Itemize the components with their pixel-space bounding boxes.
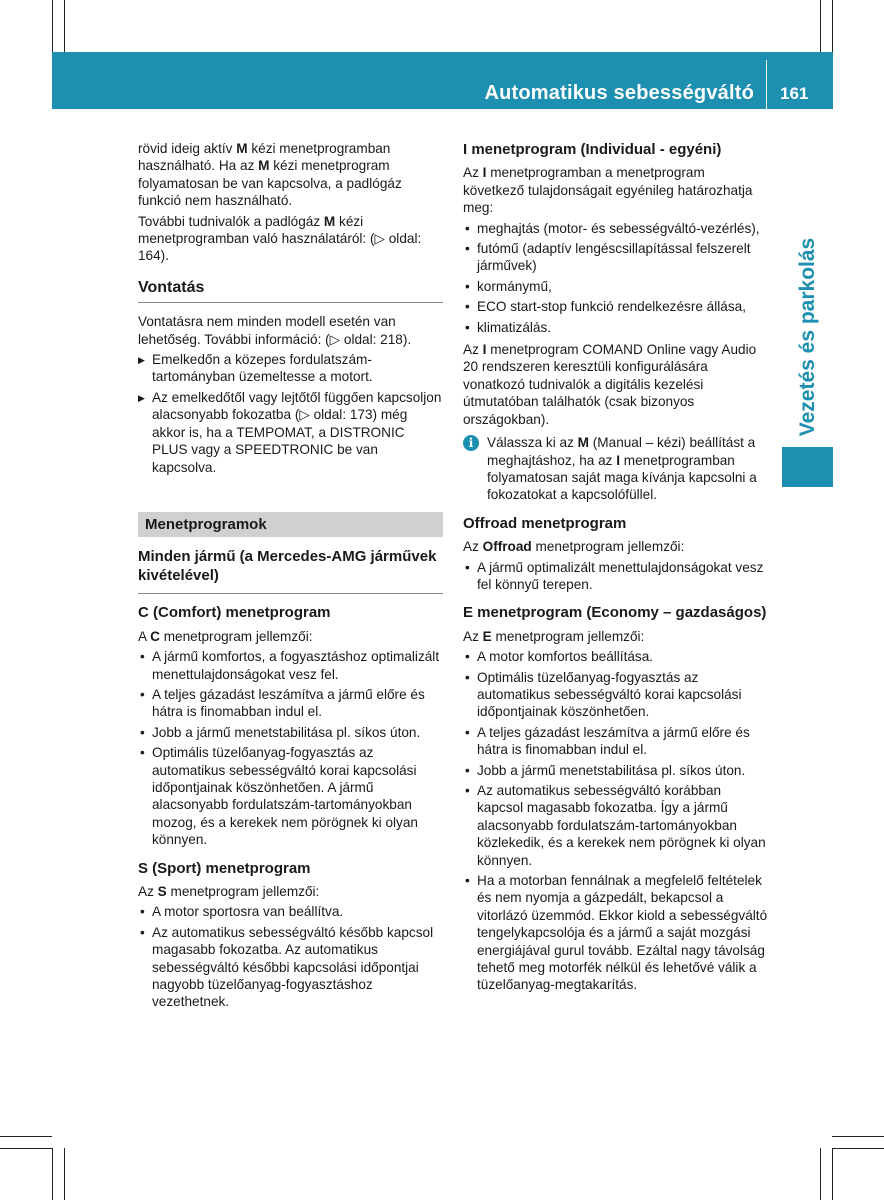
crop-mark xyxy=(64,1148,65,1200)
list-item: • A teljes gázadást leszámítva a jármű előre és hátra is finomabban indul el. xyxy=(463,724,769,759)
paragraph: A C menetprogram jellemzői: xyxy=(138,628,313,644)
bullet-list xyxy=(138,903,443,1010)
program-heading: S (Sport) menetprogram xyxy=(138,859,311,877)
shaded-section-heading: Menetprogramok xyxy=(138,512,443,537)
crop-mark xyxy=(820,0,821,52)
crop-mark xyxy=(832,1136,884,1137)
paragraph: További tudnivalók a padlógáz M kézi menetprogramban való használatáról: (▷ oldal: 164). xyxy=(138,213,422,264)
subsection-heading: Minden jármű (a Mercedes-AMG járművek kivételével) xyxy=(138,548,437,585)
list-item: ▶ Az emelkedőtől vagy lejtőtől függően kapcsoljon alacsonyabb fokozatba (▷ oldal: 173) még akkor is, ha a TEMPOMAT, a DISTRONIC PLUS vagy a SPEEDTRONIC be van kapcsolva. xyxy=(138,389,443,476)
list-item: • futómű (adaptív lengéscsillapítással felszerelt járművek) xyxy=(463,240,769,275)
info-icon: i xyxy=(463,435,479,451)
bullet-list xyxy=(138,648,443,848)
list-item: ▶ Emelkedőn a közepes fordulatszám-tartományban üzemeltesse a motort. xyxy=(138,351,443,386)
bullet-list xyxy=(463,648,769,994)
crop-mark xyxy=(52,0,53,52)
program-heading: Offroad menetprogram xyxy=(463,514,627,532)
paragraph: rövid ideig aktív M kézi menetprogramban használható. Ha az M kézi menetprogram folyamatosan be van kapcsolva, a padlógáz funkció nem használható. xyxy=(138,141,402,209)
paragraph: Az Offroad menetprogram jellemzői: xyxy=(463,539,685,555)
section-heading: Vontatás xyxy=(138,278,205,296)
crop-mark xyxy=(832,1148,833,1200)
crop-mark xyxy=(832,0,833,52)
paragraph: Vontatásra nem minden modell esetén van lehetőség. További információ: (▷ oldal: 218). xyxy=(138,314,412,347)
list-item: • klimatizálás. xyxy=(463,319,769,336)
list-item: • Jobb a jármű menetstabilitása pl. síkos úton. xyxy=(463,762,769,779)
list-item: • A jármű optimalizált menettulajdonságokat vesz fel könnyű terepen. xyxy=(463,559,769,594)
list-item: • meghajtás (motor- és sebességváltó-vezérlés), xyxy=(463,220,769,237)
list-item: • kormánymű, xyxy=(463,278,769,295)
crop-mark xyxy=(0,1136,52,1137)
list-item: • Optimális tüzelőanyag-fogyasztás az automatikus sebességváltó korai kapcsolási időpontjainak köszönhetően. xyxy=(463,669,769,721)
divider xyxy=(138,593,443,594)
crop-mark xyxy=(820,1148,821,1200)
program-heading: E menetprogram (Economy – gazdaságos) xyxy=(463,604,767,622)
bullet-list xyxy=(463,220,769,336)
left-column xyxy=(138,140,443,1016)
page-number: 161 xyxy=(780,84,809,103)
list-item: • A motor sportosra van beállítva. xyxy=(138,903,443,920)
paragraph: Az I menetprogram COMAND Online vagy Audio 20 rendszeren keresztüli konfigurálására vonatkozó tudnivalók a digitális kezelési útmutatóban találhatók (csak bizonyos országokban). xyxy=(463,342,757,427)
list-item: • Optimális tüzelőanyag-fogyasztás az automatikus sebességváltó korai kapcsolási időpontjainak köszönhetően. A jármű alacsonyabb fordulatszám-tartományokban mozog, és a kerekek nem pörögnek ki olyan könnyen. xyxy=(138,744,443,848)
list-item: • A teljes gázadást leszámítva a jármű előre és hátra is finomabban indul el. xyxy=(138,686,443,721)
step-list xyxy=(138,351,443,476)
crop-mark xyxy=(832,1148,884,1149)
program-heading: I menetprogram (Individual - egyéni) xyxy=(463,141,722,158)
list-item: • A motor komfortos beállítása. xyxy=(463,648,769,665)
crop-mark xyxy=(0,1148,52,1149)
header-separator xyxy=(766,60,767,109)
paragraph: Az I menetprogramban a menetprogram következő tulajdonságait egyénileg határozhatja meg: xyxy=(463,165,753,216)
crop-mark xyxy=(64,0,65,52)
list-item: • Jobb a jármű menetstabilitása pl. síkos úton. xyxy=(138,724,443,741)
info-text: Válassza ki az M (Manual – kézi) beállítást a meghajtáshoz, ha az I menetprogramban folyamatosan saját maga kívánja kapcsolni a fokozatokat a kapcsolófüllel. xyxy=(487,435,757,503)
list-item: • Az automatikus sebességváltó korábban kapcsol magasabb fokozatba. Így a jármű alacsonyabb fordulatszám-tartományokban közlekedik, és a kerekek nem pörögnek ki olyan könnyen. xyxy=(463,782,769,869)
program-heading: C (Comfort) menetprogram xyxy=(138,604,331,622)
list-item: • A jármű komfortos, a fogyasztáshoz optimalizált menettulajdonságokat vesz fel. xyxy=(138,648,443,683)
paragraph: Az S menetprogram jellemzői: xyxy=(138,884,320,899)
info-note xyxy=(463,434,769,504)
crop-mark xyxy=(52,1148,53,1200)
list-item: • ECO start-stop funkció rendelkezésre állása, xyxy=(463,298,769,315)
divider xyxy=(138,302,443,303)
paragraph: Az E menetprogram jellemzői: xyxy=(463,628,645,644)
right-column xyxy=(463,141,769,999)
chapter-title: Automatikus sebességváltó xyxy=(484,82,754,104)
bullet-list xyxy=(463,559,769,594)
list-item: • Ha a motorban fennálnak a megfelelő feltételek és nem nyomja a gázpedált, bekapcsol a vitorlázó üzemmód. Ekkor kiold a sebességváltó tengelykapcsolója és a jármű a saját mozgási energiájával gurul tovább. Ezáltal nagy távolság tehető meg motorfék nélkül és lehetővé válik a tüzelőanyag-megtakarítás. xyxy=(463,872,769,994)
list-item: • Az automatikus sebességváltó később kapcsol magasabb fokozatba. Az automatikus sebességváltó későbbi kapcsolási időpontjai nagyobb tüzelőanyag-fogyasztáshoz vezethetnek. xyxy=(138,924,443,1011)
section-tab-marker xyxy=(782,447,833,487)
section-side-label: Vezetés és parkolás xyxy=(796,237,819,437)
